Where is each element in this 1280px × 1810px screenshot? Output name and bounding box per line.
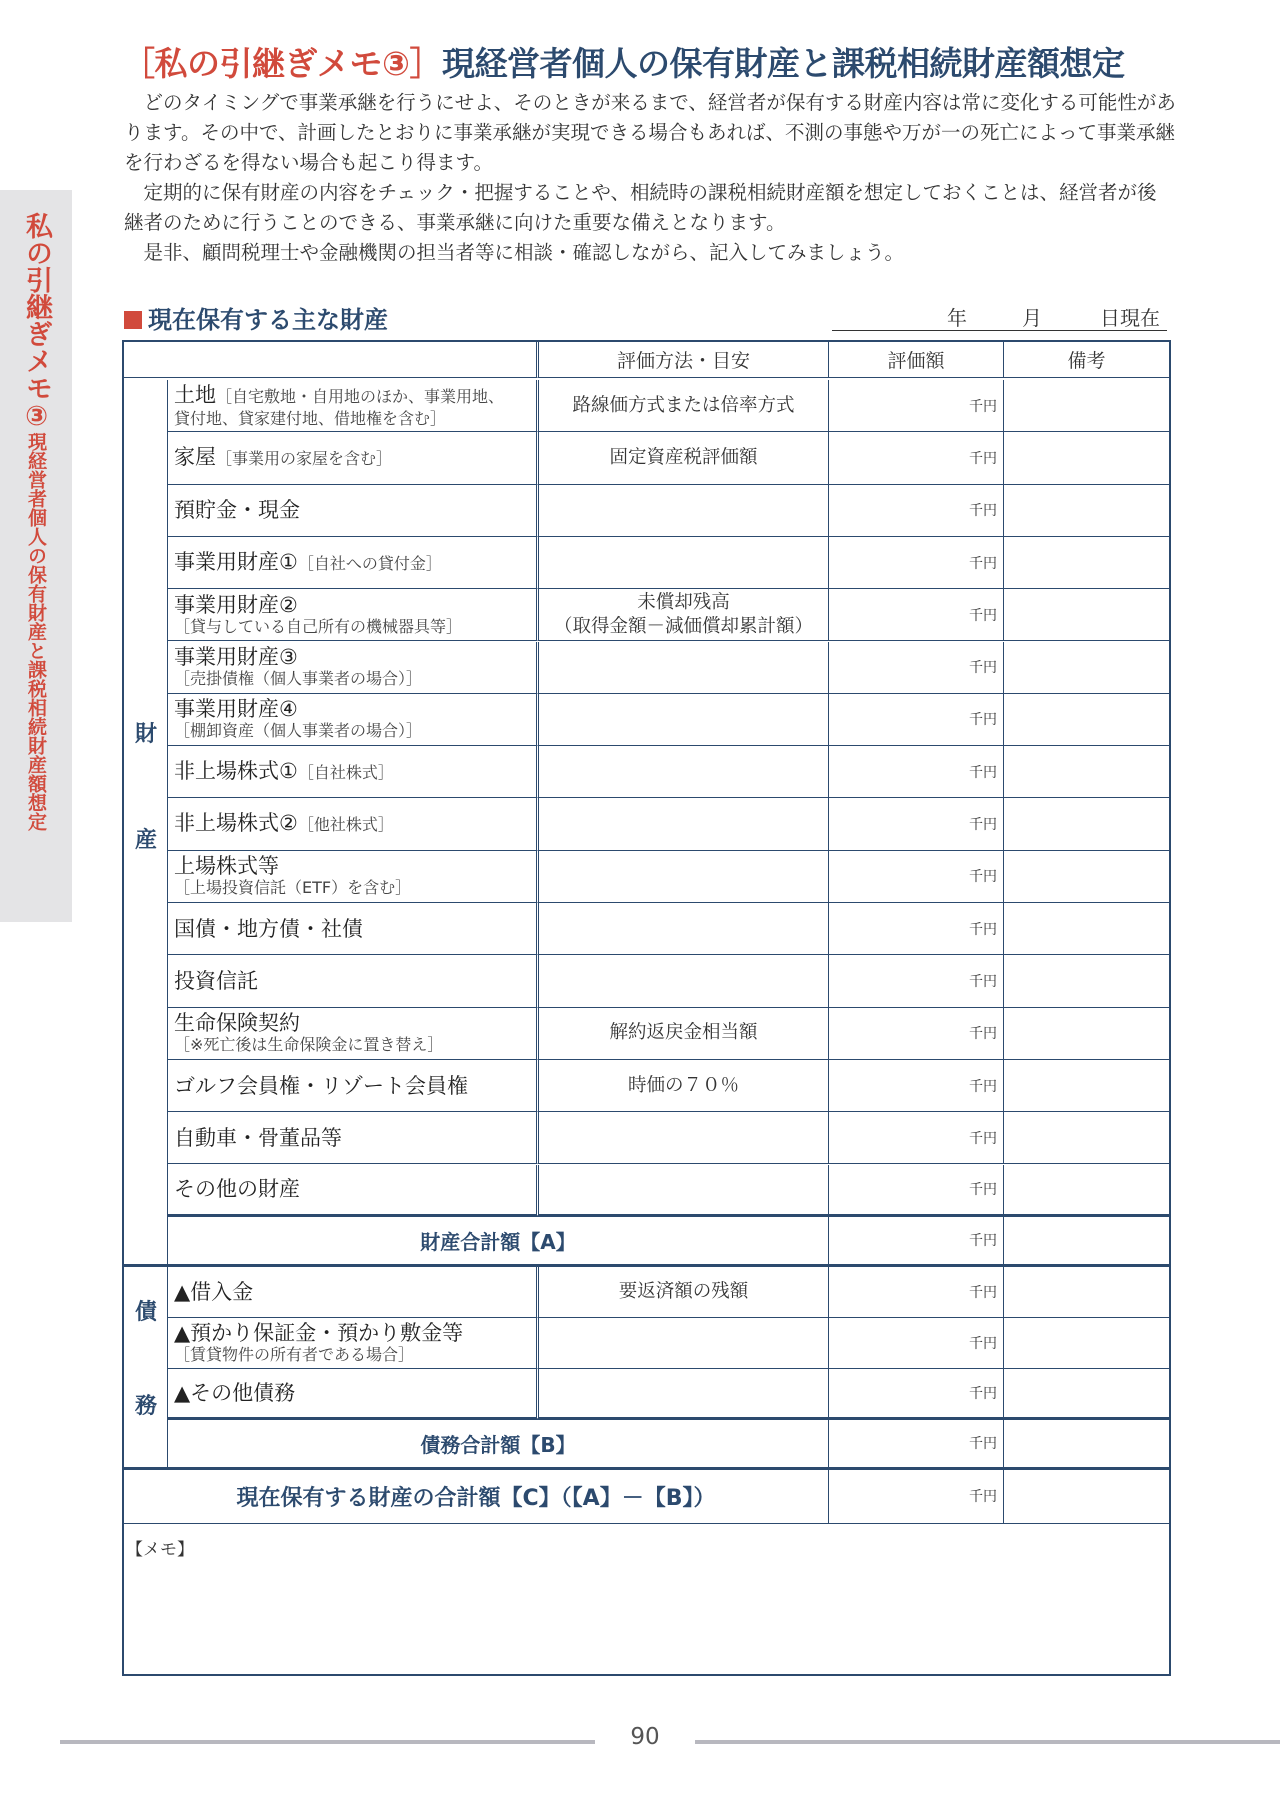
date-field[interactable] [832, 302, 1167, 331]
asset-name-cell [168, 694, 539, 746]
asset-amount-input[interactable]: 千円 [829, 746, 1004, 798]
asset-name-note: ［自社への貸付金］ [297, 553, 442, 573]
asset-name-text: 非上場株式① [174, 758, 298, 783]
asset-amount-input[interactable]: 千円 [829, 798, 1004, 850]
asset-notes-input[interactable] [1004, 1165, 1169, 1217]
asset-name [174, 498, 300, 522]
asset-name-cell [168, 1060, 539, 1112]
asset-name [174, 445, 392, 471]
asset-notes-input[interactable] [1004, 537, 1169, 589]
side-tab-small: 現経営者個人の保有財産と課税相続財産額想定 [25, 432, 47, 831]
asset-name-text: その他の財産 [174, 1177, 300, 1202]
asset-notes-input[interactable] [1004, 1060, 1169, 1112]
asset-notes-input[interactable] [1004, 694, 1169, 746]
section-heading-text: 現在保有する主な財産 [148, 306, 388, 334]
asset-name-cell [168, 1008, 539, 1060]
asset-method-cell [539, 432, 829, 484]
asset-name [174, 969, 258, 993]
asset-total-amount[interactable]: 千円 [829, 1217, 1004, 1267]
asset-name-text: ゴルフ会員権・リゾート会員権 [174, 1073, 468, 1098]
asset-name-note-line: ［貸与している自己所有の機械器具等］ [174, 616, 463, 636]
asset-name-cell [168, 537, 539, 589]
debt-name [174, 1381, 295, 1405]
debt-method-cell [539, 1267, 829, 1318]
asset-method-cell [539, 1112, 829, 1164]
asset-name [174, 697, 298, 721]
asset-name-text: 家屋 [174, 444, 216, 469]
asset-notes-input[interactable] [1004, 642, 1169, 694]
asset-name-note: ［事業用の家屋を含む］ [216, 448, 393, 468]
debt-name [174, 1280, 253, 1304]
asset-amount-input[interactable]: 千円 [829, 1165, 1004, 1217]
asset-amount-input[interactable]: 千円 [829, 380, 1004, 432]
asset-notes-input[interactable] [1004, 955, 1169, 1007]
date-day-label: 日現在 [1100, 306, 1160, 330]
asset-notes-input[interactable] [1004, 380, 1169, 432]
asset-name-note: ［自宅敷地・自用地のほか、事業用地、 [216, 386, 505, 406]
asset-method-cell [539, 1165, 829, 1217]
grand-total-label: 現在保有する財産の合計額【C】（【A】－【B】） [124, 1470, 829, 1524]
asset-amount-input[interactable]: 千円 [829, 955, 1004, 1007]
asset-name-text: 生命保険契約 [174, 1011, 300, 1036]
asset-notes-input[interactable] [1004, 1008, 1169, 1060]
debt-total-notes[interactable] [1004, 1420, 1169, 1470]
asset-method-cell [539, 851, 829, 903]
side-tab-label [14, 212, 58, 831]
asset-name [174, 759, 394, 785]
asset-name-note: ［自社株式］ [297, 762, 394, 782]
asset-total-notes[interactable] [1004, 1217, 1169, 1267]
debt-category-char: 債 [134, 1300, 157, 1326]
asset-method-cell [539, 642, 829, 694]
header-notes: 備考 [1004, 342, 1169, 378]
asset-method-cell [539, 903, 829, 955]
debt-total-label: 債務合計額【B】 [168, 1420, 829, 1470]
asset-name-text: 預貯金・現金 [174, 498, 300, 523]
debt-name-note-line: ［賃貸物件の所有者である場合］ [174, 1344, 415, 1364]
square-bullet-icon [124, 311, 142, 329]
asset-method-cell [539, 694, 829, 746]
asset-name [174, 593, 298, 617]
date-year-label: 年 [947, 306, 967, 330]
asset-name-text: 事業用財産③ [174, 645, 298, 670]
asset-amount-input[interactable]: 千円 [829, 1112, 1004, 1164]
asset-method-text: 固定資産税評価額 [609, 446, 758, 468]
debt-name-cell [168, 1318, 539, 1369]
memo-area[interactable] [124, 1524, 1169, 1674]
asset-amount-input[interactable]: 千円 [829, 1008, 1004, 1060]
asset-method-cell [539, 537, 829, 589]
asset-name [174, 383, 504, 409]
asset-name-text: 事業用財産① [174, 549, 298, 574]
asset-notes-input[interactable] [1004, 589, 1169, 641]
asset-method-cell [539, 1060, 829, 1112]
page-number: 90 [630, 1724, 660, 1750]
asset-name-note: ［他社株式］ [297, 815, 394, 835]
asset-method-text: 時価の７０％ [627, 1074, 739, 1096]
asset-name-cell [168, 485, 539, 537]
debt-notes-input[interactable] [1004, 1318, 1169, 1369]
asset-amount-input[interactable]: 千円 [829, 642, 1004, 694]
asset-name-cell [168, 432, 539, 484]
asset-notes-input[interactable] [1004, 851, 1169, 903]
asset-method-cell [539, 485, 829, 537]
debt-total-amount[interactable]: 千円 [829, 1420, 1004, 1470]
asset-name [174, 1177, 300, 1201]
grand-total-notes[interactable] [1004, 1470, 1169, 1524]
asset-name-cell [168, 746, 539, 798]
asset-amount-input[interactable]: 千円 [829, 903, 1004, 955]
asset-name [174, 1126, 342, 1150]
asset-method-cell [539, 589, 829, 641]
debt-name-text: ▲その他債務 [174, 1380, 296, 1405]
intro-paragraph: 是非、顧問税理士や金融機関の担当者等に相談・確認しながら、記入してみましょう。 [124, 241, 905, 264]
asset-name-cell [168, 955, 539, 1007]
asset-method-text: 解約返戻金相当額 [609, 1022, 758, 1044]
grand-total-amount[interactable]: 千円 [829, 1470, 1004, 1524]
debt-method-cell [539, 1318, 829, 1369]
debt-name-cell [168, 1267, 539, 1318]
asset-method-cell [539, 380, 829, 432]
memo-label: 【メモ】 [126, 1540, 194, 1560]
debt-notes-input[interactable] [1004, 1369, 1169, 1420]
asset-notes-input[interactable] [1004, 746, 1169, 798]
intro-paragraph: どのタイミングで事業承継を行うにせよ、そのときが来るまで、経営者が保有する財産内容は常に変化する可能性があります。その中で、計画したとおりに事業承継が実現できる場合もあれば、不測の事態や万が一の死亡によって事業承継を行わざるを得ない場合も起こり得ます。 [124, 91, 1176, 174]
debt-category-char: 務 [134, 1393, 157, 1419]
debt-amount-input[interactable]: 千円 [829, 1267, 1004, 1318]
asset-name-text: 非上場株式② [174, 811, 298, 836]
asset-method-text: 未償却残高 [637, 591, 730, 613]
header-amount: 評価額 [829, 342, 1004, 378]
asset-name-cell [168, 798, 539, 850]
asset-category-label [124, 380, 168, 1267]
asset-method-cell [539, 955, 829, 1007]
debt-notes-input[interactable] [1004, 1267, 1169, 1318]
debt-category-label [124, 1267, 168, 1470]
side-tab-big: 私の引継ぎメモ③ [21, 212, 52, 432]
debt-name [174, 1321, 463, 1345]
asset-method-text-line2: （取得金額－減価償却累計額） [553, 615, 813, 637]
title-main: 現経営者個人の保有財産と課税相続財産額想定 [441, 44, 1125, 83]
asset-name [174, 854, 279, 878]
asset-name-cell [168, 851, 539, 903]
asset-name [174, 550, 442, 576]
asset-name-text: 事業用財産④ [174, 697, 298, 722]
asset-name [174, 1074, 468, 1098]
debt-name-text: ▲預かり保証金・預かり敷金等 [174, 1320, 464, 1345]
asset-name-text: 上場株式等 [174, 854, 279, 879]
asset-name-note-line: 貸付地、貸家建付地、借地権を含む］ [174, 408, 447, 428]
asset-name-cell [168, 903, 539, 955]
asset-amount-input[interactable]: 千円 [829, 485, 1004, 537]
date-month-label: 月 [1022, 306, 1042, 330]
asset-amount-input[interactable]: 千円 [829, 589, 1004, 641]
asset-amount-input[interactable]: 千円 [829, 1060, 1004, 1112]
debt-amount-input[interactable]: 千円 [829, 1369, 1004, 1420]
assets-table [122, 340, 1171, 1676]
asset-name [174, 1011, 300, 1035]
asset-category-char: 産 [134, 828, 157, 854]
asset-method-text: 路線価方式または倍率方式 [572, 394, 795, 416]
asset-amount-input[interactable]: 千円 [829, 432, 1004, 484]
asset-amount-input[interactable]: 千円 [829, 694, 1004, 746]
asset-name [174, 917, 363, 941]
asset-name-text: 事業用財産② [174, 592, 298, 617]
debt-method-cell [539, 1369, 829, 1420]
asset-name-cell [168, 642, 539, 694]
section-heading [124, 300, 388, 335]
asset-notes-input[interactable] [1004, 485, 1169, 537]
asset-method-cell [539, 1008, 829, 1060]
asset-notes-input[interactable] [1004, 798, 1169, 850]
footer-rule-left [60, 1740, 595, 1744]
debt-method-text: 要返済額の残額 [618, 1280, 749, 1302]
intro-text [124, 88, 1176, 268]
asset-name-text: 国債・地方債・社債 [174, 916, 363, 941]
asset-category-char: 財 [134, 721, 157, 747]
header-method: 評価方法・目安 [539, 342, 829, 378]
asset-total-label: 財産合計額【A】 [168, 1217, 829, 1267]
asset-name [174, 645, 298, 669]
debt-name-text: ▲借入金 [174, 1279, 254, 1304]
page-title [122, 38, 1182, 85]
asset-name-cell [168, 1112, 539, 1164]
header-blank [124, 342, 539, 378]
asset-name-note-line: ［売掛債権（個人事業者の場合）］ [174, 669, 423, 689]
asset-name-text: 投資信託 [174, 968, 258, 993]
asset-name-note-line: ［※死亡後は生命保険金に置き替え］ [174, 1035, 444, 1055]
asset-name-note-line: ［上場投資信託（ETF）を含む］ [174, 878, 412, 898]
asset-notes-input[interactable] [1004, 903, 1169, 955]
asset-name-cell [168, 1165, 539, 1217]
asset-name-cell [168, 380, 539, 432]
asset-notes-input[interactable] [1004, 432, 1169, 484]
asset-amount-input[interactable]: 千円 [829, 851, 1004, 903]
intro-paragraph: 定期的に保有財産の内容をチェック・把握することや、相続時の課税相続財産額を想定しておくことは、経営者が後継者のために行うことのできる、事業承継に向けた重要な備えとなります。 [124, 181, 1157, 234]
footer-rule-right [695, 1740, 1280, 1744]
asset-amount-input[interactable]: 千円 [829, 537, 1004, 589]
asset-name-text: 土地 [174, 382, 216, 407]
debt-amount-input[interactable]: 千円 [829, 1318, 1004, 1369]
debt-name-cell [168, 1369, 539, 1420]
asset-notes-input[interactable] [1004, 1112, 1169, 1164]
asset-name-text: 自動車・骨董品等 [174, 1125, 342, 1150]
asset-name [174, 811, 394, 837]
asset-method-cell [539, 746, 829, 798]
asset-name-note-line: ［棚卸資産（個人事業者の場合）］ [174, 721, 423, 741]
title-memo: ［私の引継ぎメモ③］ [122, 44, 442, 83]
asset-method-cell [539, 798, 829, 850]
asset-name-cell [168, 589, 539, 641]
